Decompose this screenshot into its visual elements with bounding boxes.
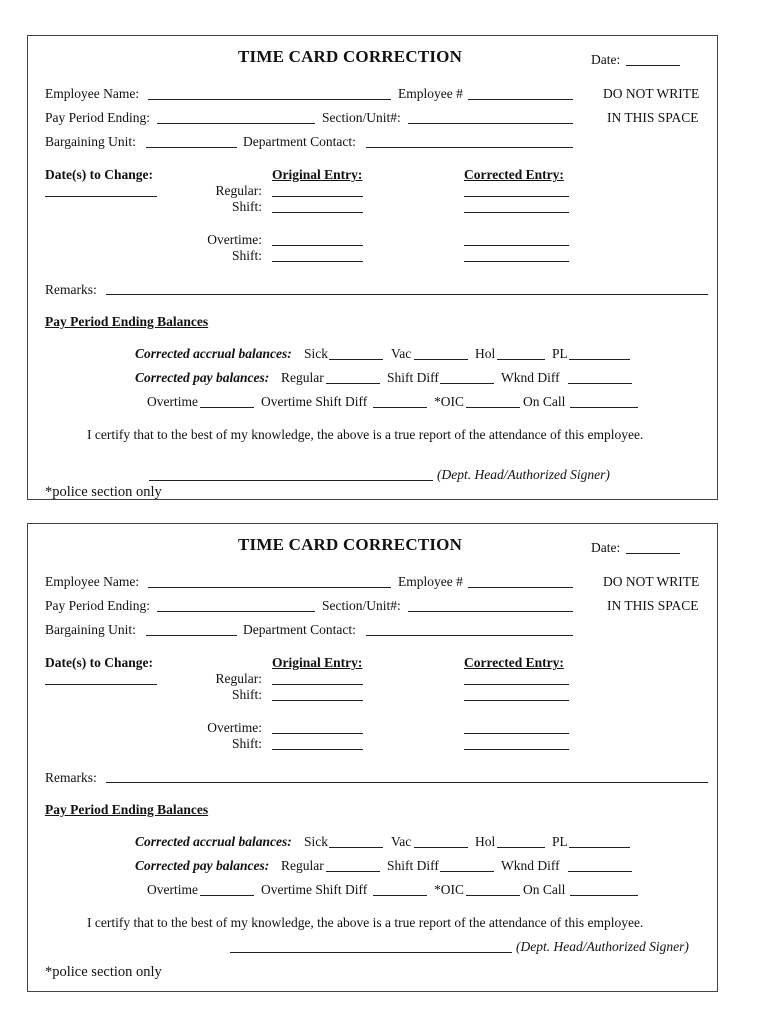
pl-label: PL [552,346,568,361]
regular-label: Regular: [215,183,262,198]
authorized-signature-field[interactable] [149,480,433,481]
original-regular-shift-field[interactable] [272,700,363,701]
remarks-field[interactable] [106,294,708,295]
vac-label: Vac [391,834,412,849]
corrected-entry-heading: Corrected Entry: [464,655,564,670]
sick-label: Sick [304,346,329,361]
wknd-diff-label: Wknd Diff [501,370,560,385]
dates-to-change-field[interactable] [45,684,157,685]
department-contact-field[interactable] [366,635,573,636]
original-entry-heading: Original Entry: [272,655,363,670]
certification-text: I certify that to the best of my knowledge, the above is a true report of the attendance of this employee. [87,915,644,930]
corrected-regular-field[interactable] [464,196,569,197]
wknd-diff-field[interactable] [568,871,632,872]
employee-name-label: Employee Name: [45,86,140,101]
regular-pay-field[interactable] [326,871,380,872]
corrected-overtime-field[interactable] [464,733,569,734]
corrected-regular-shift-field[interactable] [464,212,569,213]
do-not-write-line-2: IN THIS SPACE [607,598,699,613]
shift-diff-label: Shift Diff [387,858,439,873]
corrected-regular-shift-field[interactable] [464,700,569,701]
overtime-shift-diff-label: Overtime Shift Diff [261,394,368,409]
accrual-balances-label: Corrected accrual balances: [135,834,292,849]
pay-balances-label: Corrected pay balances: [135,858,270,873]
section-unit-field[interactable] [408,611,573,612]
overtime-label: Overtime: [207,232,262,247]
shift-diff-label: Shift Diff [387,370,439,385]
corrected-regular-field[interactable] [464,684,569,685]
oic-label: *OIC [434,882,464,897]
wknd-diff-label: Wknd Diff [501,858,560,873]
overtime-shift-diff-field[interactable] [373,895,427,896]
original-overtime-field[interactable] [272,733,363,734]
police-note: *police section only [45,484,162,500]
corrected-entry-heading: Corrected Entry: [464,167,564,182]
employee-number-field[interactable] [468,99,573,100]
pl-field[interactable] [569,847,630,848]
form-title: TIME CARD CORRECTION [238,535,463,554]
vac-field[interactable] [414,847,468,848]
employee-number-label: Employee # [398,86,463,101]
sick-field[interactable] [329,359,383,360]
employee-number-field[interactable] [468,587,573,588]
section-unit-field[interactable] [408,123,573,124]
dates-to-change-label: Date(s) to Change: [45,655,153,670]
regular-pay-label: Regular [281,858,324,873]
balances-heading: Pay Period Ending Balances [45,802,209,817]
date-label: Date: [591,52,621,67]
original-overtime-shift-field[interactable] [272,261,363,262]
pay-balances-label: Corrected pay balances: [135,370,270,385]
signer-label: (Dept. Head/Authorized Signer) [437,467,610,482]
overtime-label: Overtime: [207,720,262,735]
do-not-write-line-2: IN THIS SPACE [607,110,699,125]
pay-period-ending-label: Pay Period Ending: [45,110,150,125]
on-call-label: On Call [523,394,566,409]
shift-diff-field[interactable] [440,871,494,872]
department-contact-label: Department Contact: [243,134,356,149]
original-overtime-shift-field[interactable] [272,749,363,750]
overtime-shift-label: Shift: [231,736,262,751]
overtime-pay-field[interactable] [200,407,254,408]
sick-field[interactable] [329,847,383,848]
overtime-pay-label: Overtime [147,882,198,897]
bargaining-unit-field[interactable] [146,635,237,636]
oic-label: *OIC [434,394,464,409]
employee-name-field[interactable] [148,99,391,100]
do-not-write-line-1: DO NOT WRITE [603,86,700,101]
police-note: *police section only [45,964,162,980]
time-card-correction-form-1 [27,35,718,500]
oic-field[interactable] [466,895,520,896]
form-title: TIME CARD CORRECTION [238,47,463,66]
time-card-correction-form-2 [27,523,718,992]
on-call-label: On Call [523,882,566,897]
certification-text: I certify that to the best of my knowledge, the above is a true report of the attendance of this employee. [87,427,644,442]
section-unit-label: Section/Unit#: [322,598,401,613]
date-field[interactable] [626,553,680,554]
accrual-balances-label: Corrected accrual balances: [135,346,292,361]
wknd-diff-field[interactable] [568,383,632,384]
pay-period-ending-field[interactable] [157,611,315,612]
hol-label: Hol [475,346,496,361]
vac-field[interactable] [414,359,468,360]
dates-to-change-label: Date(s) to Change: [45,167,153,182]
hol-field[interactable] [497,359,545,360]
oic-field[interactable] [466,407,520,408]
regular-pay-field[interactable] [326,383,380,384]
section-unit-label: Section/Unit#: [322,110,401,125]
corrected-overtime-field[interactable] [464,245,569,246]
vac-label: Vac [391,346,412,361]
employee-name-label: Employee Name: [45,574,140,589]
hol-label: Hol [475,834,496,849]
original-regular-field[interactable] [272,196,363,197]
authorized-signature-field[interactable] [230,952,512,953]
original-entry-heading: Original Entry: [272,167,363,182]
balances-heading: Pay Period Ending Balances [45,314,209,329]
overtime-shift-diff-label: Overtime Shift Diff [261,882,368,897]
bargaining-unit-field[interactable] [146,147,237,148]
department-contact-label: Department Contact: [243,622,356,637]
corrected-overtime-shift-field[interactable] [464,261,569,262]
signer-label: (Dept. Head/Authorized Signer) [516,939,689,954]
pay-period-ending-field[interactable] [157,123,315,124]
bargaining-unit-label: Bargaining Unit: [45,622,136,637]
sick-label: Sick [304,834,329,849]
original-regular-field[interactable] [272,684,363,685]
date-label: Date: [591,540,621,555]
pay-period-ending-label: Pay Period Ending: [45,598,150,613]
on-call-field[interactable] [570,407,638,408]
original-regular-shift-field[interactable] [272,212,363,213]
employee-name-field[interactable] [148,587,391,588]
original-overtime-field[interactable] [272,245,363,246]
overtime-shift-diff-field[interactable] [373,407,427,408]
hol-field[interactable] [497,847,545,848]
pl-field[interactable] [569,359,630,360]
overtime-pay-field[interactable] [200,895,254,896]
pl-label: PL [552,834,568,849]
corrected-overtime-shift-field[interactable] [464,749,569,750]
date-field[interactable] [626,65,680,66]
on-call-field[interactable] [570,895,638,896]
do-not-write-line-1: DO NOT WRITE [603,574,700,589]
overtime-pay-label: Overtime [147,394,198,409]
regular-pay-label: Regular [281,370,324,385]
remarks-field[interactable] [106,782,708,783]
employee-number-label: Employee # [398,574,463,589]
shift-diff-field[interactable] [440,383,494,384]
remarks-label: Remarks: [45,770,97,785]
regular-label: Regular: [215,671,262,686]
remarks-label: Remarks: [45,282,97,297]
regular-shift-label: Shift: [231,687,262,702]
regular-shift-label: Shift: [231,199,262,214]
department-contact-field[interactable] [366,147,573,148]
dates-to-change-field[interactable] [45,196,157,197]
bargaining-unit-label: Bargaining Unit: [45,134,136,149]
overtime-shift-label: Shift: [231,248,262,263]
